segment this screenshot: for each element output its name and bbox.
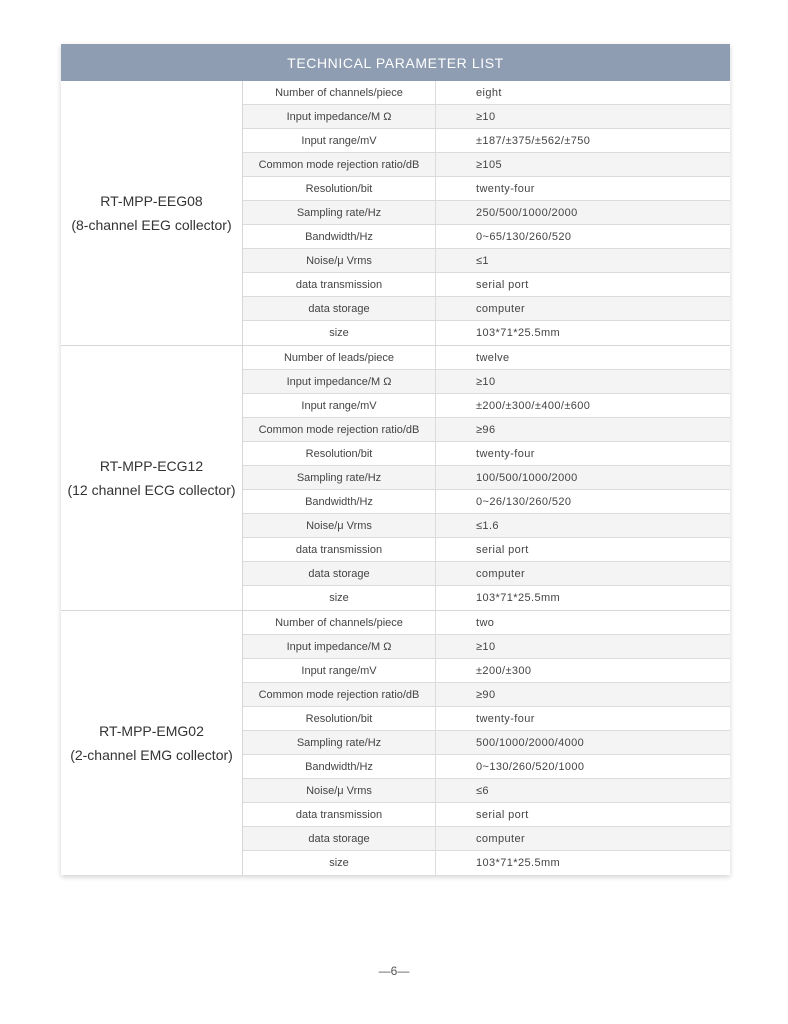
parameter-name: Number of channels/piece (243, 611, 436, 634)
parameter-value: ±200/±300/±400/±600 (476, 399, 591, 412)
parameter-value: 103*71*25.5mm (476, 857, 561, 869)
table-row (243, 177, 730, 201)
parameter-name: data transmission (243, 803, 436, 826)
table-row (243, 394, 730, 418)
table-row (243, 659, 730, 683)
parameter-name: Resolution/bit (243, 707, 436, 730)
parameter-value: twenty-four (476, 712, 535, 725)
parameter-name: Noise/μ Vrms (243, 514, 436, 537)
parameter-name: Common mode rejection ratio/dB (243, 683, 436, 706)
parameter-value: ±200/±300 (476, 664, 532, 677)
technical-parameter-table (61, 44, 730, 875)
parameter-value: twenty-four (476, 447, 535, 460)
parameter-value: ±187/±375/±562/±750 (476, 134, 591, 147)
parameter-value: serial port (476, 543, 529, 556)
table-row (243, 731, 730, 755)
table-row (243, 466, 730, 490)
parameter-name: Number of leads/piece (243, 346, 436, 369)
table-row (243, 851, 730, 875)
parameter-rows (243, 611, 730, 875)
product-group (61, 81, 730, 346)
table-row (243, 611, 730, 635)
parameter-value: 103*71*25.5mm (476, 592, 561, 604)
product-group (61, 346, 730, 611)
table-row (243, 514, 730, 538)
parameter-name: Bandwidth/Hz (243, 225, 436, 248)
parameter-value: two (476, 616, 495, 629)
parameter-value: 103*71*25.5mm (476, 327, 561, 339)
parameter-name: data storage (243, 297, 436, 320)
parameter-name: Bandwidth/Hz (243, 490, 436, 513)
parameter-name: Input range/mV (243, 394, 436, 417)
parameter-name: Sampling rate/Hz (243, 201, 436, 224)
product-description: (2-channel EMG collector) (70, 747, 233, 763)
table-row (243, 418, 730, 442)
table-row (243, 803, 730, 827)
parameter-value: ≤1 (476, 254, 489, 267)
parameter-value: ≥10 (476, 375, 496, 388)
parameter-name: Noise/μ Vrms (243, 249, 436, 272)
table-row (243, 442, 730, 466)
parameter-value: 0~26/130/260/520 (476, 495, 572, 508)
table-row (243, 586, 730, 610)
table-row (243, 153, 730, 177)
parameter-name: Input impedance/M Ω (243, 370, 436, 393)
parameter-rows (243, 81, 730, 345)
parameter-value: 0~130/260/520/1000 (476, 760, 585, 773)
parameter-value: ≥96 (476, 423, 496, 436)
parameter-value: twelve (476, 351, 510, 364)
table-row (243, 538, 730, 562)
parameter-value: 100/500/1000/2000 (476, 471, 578, 484)
parameter-name: Input impedance/M Ω (243, 635, 436, 658)
parameter-value: 0~65/130/260/520 (476, 230, 572, 243)
table-body (61, 81, 730, 875)
parameter-value: eight (476, 86, 502, 99)
product-model: RT-MPP-EMG02 (99, 723, 204, 739)
parameter-name: Resolution/bit (243, 177, 436, 200)
table-row (243, 81, 730, 105)
parameter-value: serial port (476, 278, 529, 291)
product-model: RT-MPP-EEG08 (100, 193, 203, 209)
table-row (243, 707, 730, 731)
parameter-name: data transmission (243, 273, 436, 296)
parameter-value: ≥105 (476, 158, 502, 171)
table-row (243, 201, 730, 225)
product-description: (8-channel EEG collector) (71, 217, 232, 233)
table-row (243, 105, 730, 129)
product-description: (12 channel ECG collector) (67, 482, 236, 498)
parameter-name: Input range/mV (243, 129, 436, 152)
table-row (243, 346, 730, 370)
table-row (243, 370, 730, 394)
parameter-name: Common mode rejection ratio/dB (243, 418, 436, 441)
parameter-name: size (243, 321, 436, 345)
table-row (243, 273, 730, 297)
parameter-name: Bandwidth/Hz (243, 755, 436, 778)
parameter-name: Input range/mV (243, 659, 436, 682)
page-number: —6— (378, 964, 410, 978)
parameter-name: data transmission (243, 538, 436, 561)
table-title: TECHNICAL PARAMETER LIST (61, 44, 730, 81)
product-label (61, 346, 243, 610)
parameter-name: Common mode rejection ratio/dB (243, 153, 436, 176)
parameter-name: size (243, 851, 436, 875)
parameter-value: ≥10 (476, 640, 496, 653)
parameter-name: Number of channels/piece (243, 81, 436, 104)
table-row (243, 490, 730, 514)
parameter-value: ≤1.6 (476, 519, 499, 532)
parameter-value: twenty-four (476, 182, 535, 195)
parameter-value: computer (476, 567, 526, 580)
table-row (243, 755, 730, 779)
product-group (61, 611, 730, 875)
parameter-rows (243, 346, 730, 610)
table-row (243, 779, 730, 803)
parameter-name: Sampling rate/Hz (243, 466, 436, 489)
parameter-value: computer (476, 302, 526, 315)
parameter-value: ≤6 (476, 784, 489, 797)
parameter-name: Sampling rate/Hz (243, 731, 436, 754)
parameter-value: ≥10 (476, 110, 496, 123)
parameter-name: Resolution/bit (243, 442, 436, 465)
table-row (243, 683, 730, 707)
parameter-value: computer (476, 832, 526, 845)
table-row (243, 827, 730, 851)
table-row (243, 129, 730, 153)
parameter-name: Noise/μ Vrms (243, 779, 436, 802)
table-row (243, 321, 730, 345)
table-row (243, 297, 730, 321)
table-row (243, 635, 730, 659)
parameter-name: data storage (243, 827, 436, 850)
table-row (243, 249, 730, 273)
parameter-name: Input impedance/M Ω (243, 105, 436, 128)
product-label (61, 81, 243, 345)
parameter-name: size (243, 586, 436, 610)
parameter-name: data storage (243, 562, 436, 585)
product-model: RT-MPP-ECG12 (99, 458, 204, 474)
parameter-value: 250/500/1000/2000 (476, 206, 578, 219)
parameter-value: serial port (476, 808, 529, 821)
table-row (243, 225, 730, 249)
product-label (61, 611, 243, 875)
parameter-value: 500/1000/2000/4000 (476, 736, 585, 749)
table-row (243, 562, 730, 586)
parameter-value: ≥90 (476, 688, 496, 701)
